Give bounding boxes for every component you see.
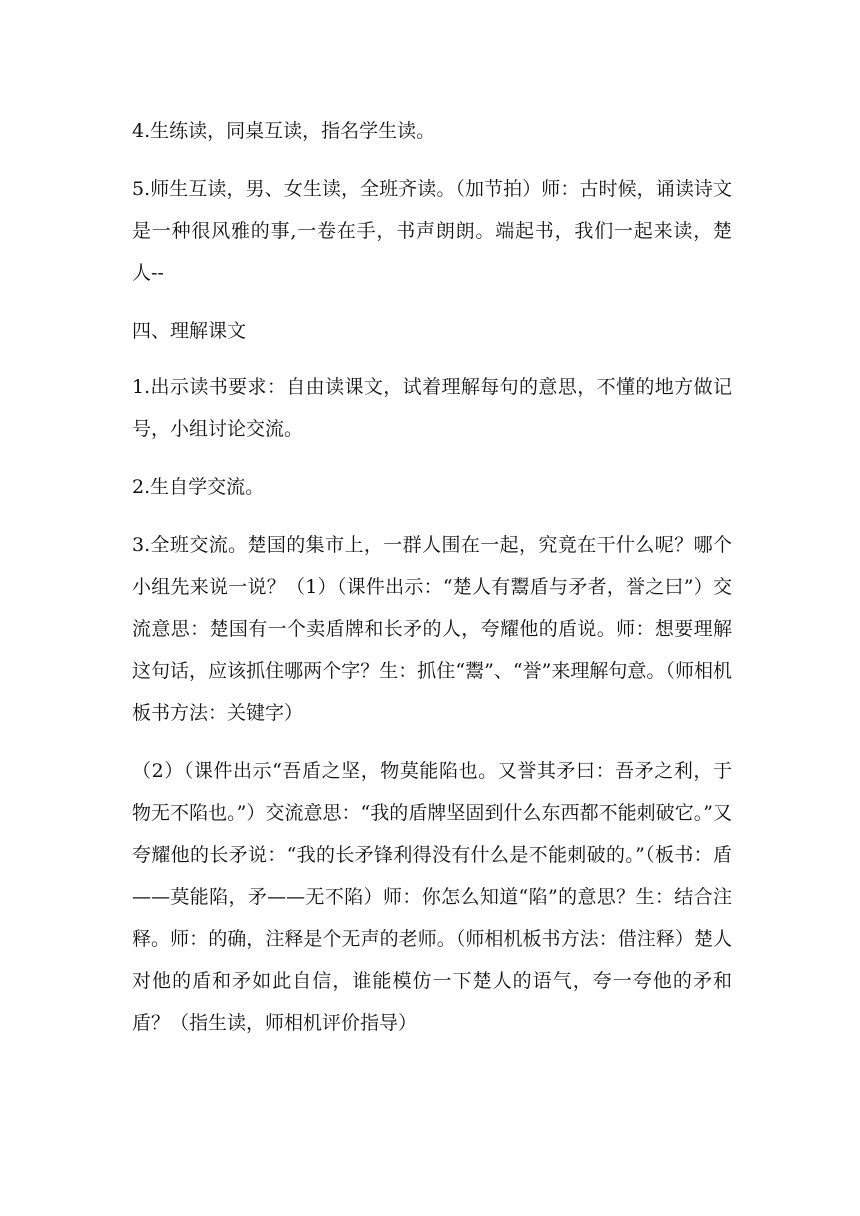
paragraph-reading-requirement: 1.出示读书要求：自由读课文，试着理解每句的意思，不懂的地方做记号，小组讨论交流。 — [132, 376, 732, 440]
paragraph-class-discussion: 3.全班交流。楚国的集市上，一群人围在一起，究竟在干什么呢？哪个小组先来说一说？（1）（课件出示：“楚人有鬻盾与矛者，誉之曰”）交流意思：楚国有一个卖盾牌和长矛的人，夸耀他的盾说。师：想要理解这句话，应该抓住哪两个字？生：抓住“鬻”、“誉”来理解句意。（师相机板书方法：关键字） — [132, 534, 732, 724]
paragraph-step-4: 4.生练读，同桌互读，指名学生读。 — [132, 120, 436, 142]
paragraph-self-study: 2.生自学交流。 — [132, 476, 265, 498]
paragraph-step-5: 5.师生互读，男、女生读，全班齐读。（加节拍）师：古时候，诵读诗文是一种很风雅的事,一卷在手，书声朗朗。端起书，我们一起来读，楚人-- — [132, 178, 732, 284]
paragraph-shield-spear: （2）（课件出示“吾盾之坚，物莫能陷也。又誉其矛曰：吾矛之利，于物无不陷也。”）交流意思：“我的盾牌坚固到什么东西都不能刺破它。”又夸耀他的长矛说：“我的长矛锋利得没有什么是不能刺破的。”（板书：盾——莫能陷，矛——无不陷）师：你怎么知道“陷”的意思？生：结合注释。师：的确，注释是个无声的老师。（师相机板书方法：借注释）楚人对他的盾和矛如此自信，谁能模仿一下楚人的语气，夸一夸他的矛和盾？（指生读，师相机评价指导） — [132, 760, 732, 1034]
section-heading-understand-text: 四、理解课文 — [132, 320, 247, 342]
document-body — [132, 110, 732, 1060]
